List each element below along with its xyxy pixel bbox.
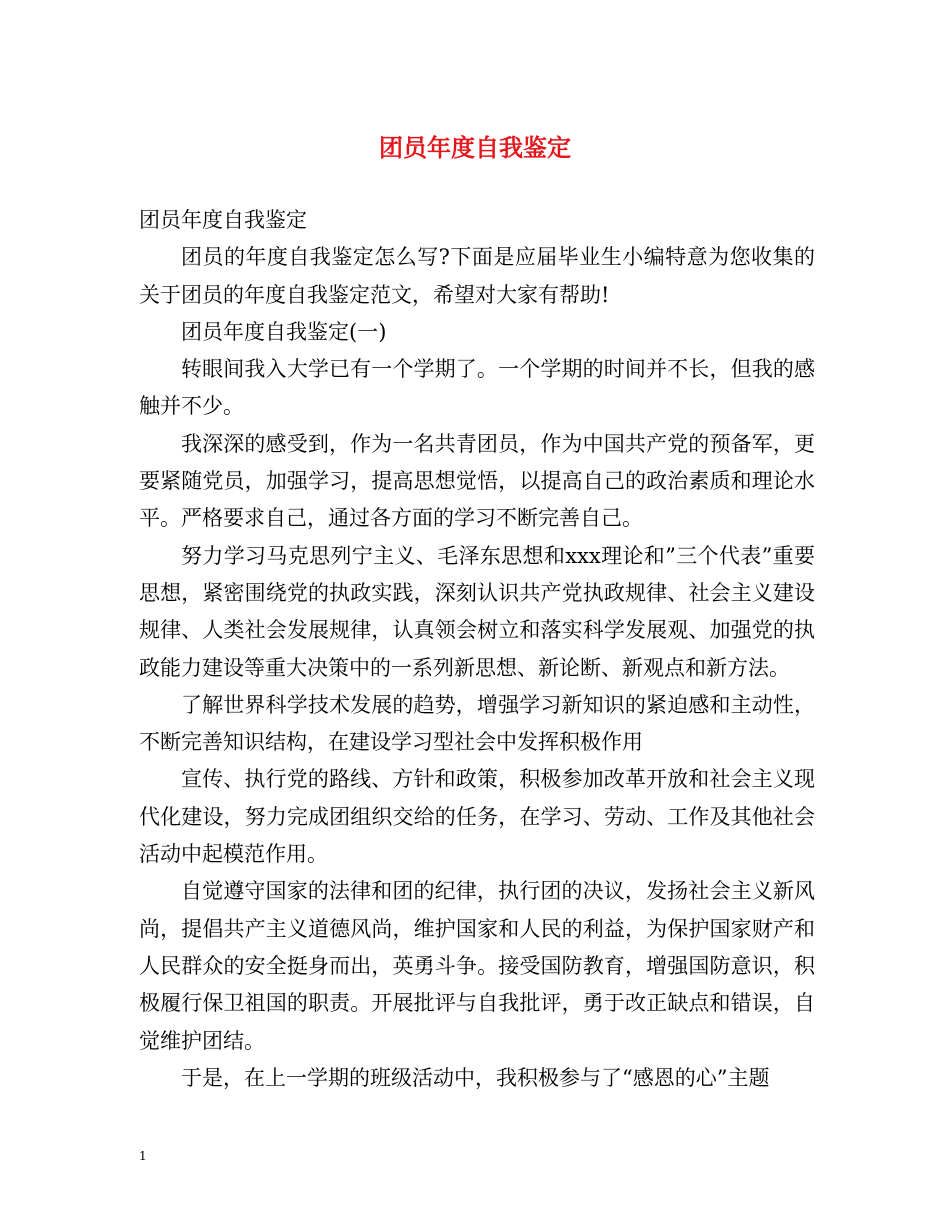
paragraph-intro: 团员的年度自我鉴定怎么写?下面是应届毕业生小编特意为您收集的关于团员的年度自我鉴定范文，希望对大家有帮助! <box>139 245 815 307</box>
paragraph: 转眼间我入大学已有一个学期了。一个学期的时间并不长，但我的感触并不少。 <box>139 357 815 419</box>
paragraph-heading: 团员年度自我鉴定 <box>139 208 307 232</box>
paragraph: 于是，在上一学期的班级活动中，我积极参与了“感恩的心”主题 <box>181 1065 770 1090</box>
paragraph: 宣传、执行党的路线、方针和政策，积极参加改革开放和社会主义现代化建设，努力完成团组织交给的任务，在学习、劳动、工作及其他社会活动中起模范作用。 <box>139 767 815 867</box>
page-number: 1 <box>139 1149 147 1163</box>
paragraph: 我深深的感受到，作为一名共青团员，作为中国共产党的预备军，更要紧随党员，加强学习，提高思想觉悟，以提高自己的政治素质和理论水平。严格要求自己，通过各方面的学习不断完善自己。 <box>139 431 815 531</box>
paragraph: 努力学习马克思列宁主义、毛泽东思想和xxx理论和”三个代表”重要思想，紧密围绕党的执政实践，深刻认识共产党执政规律、社会主义建设规律、人类社会发展规律，认真领会树立和落实科学发展观、加强党的执政能力建设等重大决策中的一系列新思想、新论断、新观点和新方法。 <box>139 543 815 680</box>
paragraph: 了解世界科学技术发展的趋势，增强学习新知识的紧迫感和主动性，不断完善知识结构，在建设学习型社会中发挥积极作用 <box>139 692 815 755</box>
document-title: 团员年度自我鉴定 <box>379 133 571 162</box>
paragraph: 自觉遵守国家的法律和团的纪律，执行团的决议，发扬社会主义新风尚，提倡共产主义道德风尚，维护国家和人民的利益，为保护国家财产和人民群众的安全挺身而出，英勇斗争。接受国防教育，增强国防意识，积极履行保卫祖国的职责。开展批评与自我批评，勇于改正缺点和错误，自觉维护团结。 <box>139 879 815 1053</box>
paragraph-subheading: 团员年度自我鉴定(一) <box>181 319 387 344</box>
document-body <box>139 202 815 1097</box>
